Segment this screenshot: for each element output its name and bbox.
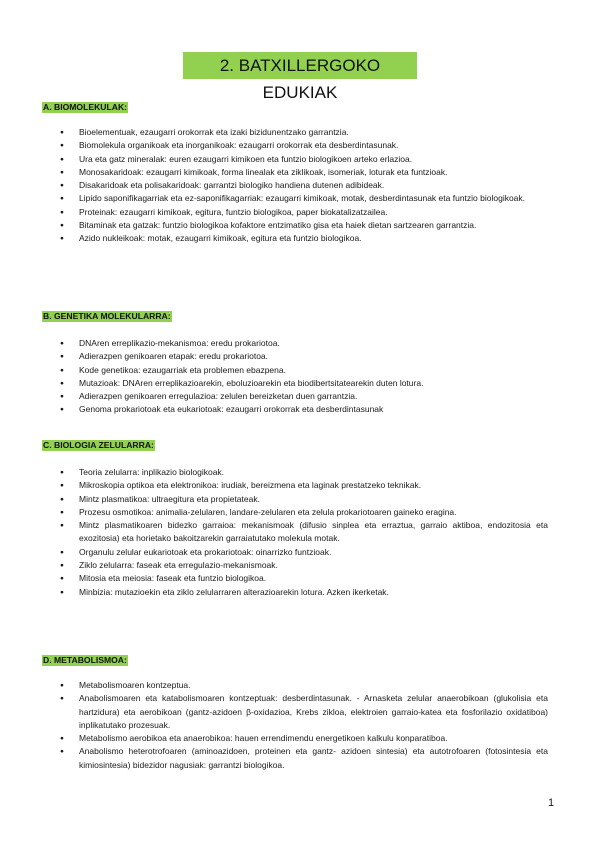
list-item: ● Bioelementuak, ezaugarri orokorrak eta izaki bizidunentzako garrantzia.: [60, 126, 548, 139]
list-item: ● Proteinak: ezaugarri kimikoak, egitura, funtzio biologikoa, paper biokatalizatzailea.: [60, 206, 548, 219]
list-item: ● Metabolismo aerobikoa eta anaerobikoa: hauen errendimendu energetikoen kalkulu konparatiboa.: [60, 732, 548, 745]
list-item: ● Azido nukleikoak: motak, ezaugarri kimikoak, egitura eta funtzio biologikoa.: [60, 232, 548, 245]
section-heading: C. BIOLOGIA ZELULARRA:: [43, 440, 154, 450]
list-item: ● Anabolismoaren eta katabolismoaren kontzeptuak: desberdintasunak. - Arnasketa zelular anaerobikoan (glukolisia eta hartzidura) eta aerobikoan (gantz-azidoen β-oxidazioa, Krebs zikloa, elektroien garraio-katea eta fosforilazio oxidatiboa) inplikatutako prozesuak.: [60, 692, 548, 732]
list-item: ● Ziklo zelularra: faseak eta erregulazio-mekanismoak.: [60, 559, 548, 572]
list-item: ● Monosakaridoak: ezaugarri kimikoak, forma linealak eta ziklikoak, isomeriak, loturak eta funtzioak.: [60, 166, 548, 179]
section-heading: A. BIOMOLEKULAK:: [43, 102, 128, 112]
list-item: ● Disakaridoak eta polisakaridoak: garrantzi biologiko handiena dutenen adibideak.: [60, 179, 548, 192]
list-item: ● Ura eta gatz mineralak: euren ezaugarri kimikoen eta funtzio biologikoen arteko erlazioa.: [60, 153, 548, 166]
section-b-heading: [42, 306, 172, 324]
list-item: ● Mintz plasmatikoa: ultraegitura eta propietateak.: [60, 493, 548, 506]
list-item: ● Adierazpen genikoaren erregulazioa: zelulen bereizketan duen garrantzia.: [60, 390, 548, 403]
section-a-heading: [42, 97, 128, 115]
section-d-list: [60, 679, 548, 772]
section-c-list: [60, 466, 548, 599]
list-item: ● Bitaminak eta gatzak: funtzio biologikoa kofaktore entzimatiko gisa eta haiek dietan sartzearen garrantzia.: [60, 219, 548, 232]
section-d-heading: [42, 650, 128, 668]
list-item: ● Genoma prokariotoak eta eukariotoak: ezaugarri orokorrak eta desberdintasunak: [60, 403, 548, 416]
list-item: ● Kode genetikoa: ezaugarriak eta problemen ebazpena.: [60, 364, 548, 377]
list-item: ● Minbizia: mutazioekin eta ziklo zelularraren alterazioarekin lotura. Azken ikerketak.: [60, 586, 548, 599]
list-item: ● Mitosia eta meiosia: faseak eta funtzio biologikoa.: [60, 572, 548, 585]
list-item: ● Metabolismoaren kontzeptua.: [60, 679, 548, 692]
list-item: ● Anabolismo heterotrofoaren (aminoazidoen, proteinen eta gantz- azidoen sintesia) eta autotrofoaren (fotosintesia eta kimiosintesia) bidezidor nagusiak: garrantzi biologikoa.: [60, 745, 548, 772]
list-item: ● Mintz plasmatikoaren bidezko garraioa: mekanismoak (difusio sinplea eta erraztua, garraio aktiboa, endozitosia eta exozitosia) eta horietako bakoitzarekin garraiatutako molekula motak.: [60, 519, 548, 546]
list-item: ● Teoria zelularra: inplikazio biologikoak.: [60, 466, 548, 479]
list-item: ● Lipido saponifikagarriak eta ez-saponifikagarriak: ezaugarri kimikoak, motak, desberdintasunak eta funtzio biologikoak.: [60, 192, 548, 205]
list-item: ● DNAren erreplikazio-mekanismoa: eredu prokariotoa.: [60, 337, 548, 350]
section-heading: B. GENETIKA MOLEKULARRA:: [43, 311, 171, 321]
document-title: 2. BATXILLERGOKO EDUKIAK: [183, 52, 417, 79]
list-item: ● Adierazpen genikoaren etapak: eredu prokariotoa.: [60, 350, 548, 363]
list-item: ● Mikroskopia optikoa eta elektronikoa: irudiak, bereizmena eta laginak prestatzeko teknikak.: [60, 479, 548, 492]
list-item: ● Biomolekula organikoak eta inorganikoak: ezaugarri orokorrak eta desberdintasunak.: [60, 139, 548, 152]
section-c-heading: [42, 435, 155, 453]
section-a-list: [60, 126, 548, 246]
list-item: ● Organulu zelular eukariotoak eta prokariotoak: oinarrizko funtzioak.: [60, 546, 548, 559]
section-heading: D. METABOLISMOA:: [43, 655, 127, 665]
list-item: ● Prozesu osmotikoa: animalia-zelularen, landare-zelularen eta zelula prokariotoaren gaineko eragina.: [60, 506, 548, 519]
page-number: 1: [548, 797, 555, 809]
list-item: ● Mutazioak: DNAren erreplikazioarekin, eboluzioarekin eta biodibertsitatearekin duten lotura.: [60, 377, 548, 390]
section-b-list: [60, 337, 548, 417]
